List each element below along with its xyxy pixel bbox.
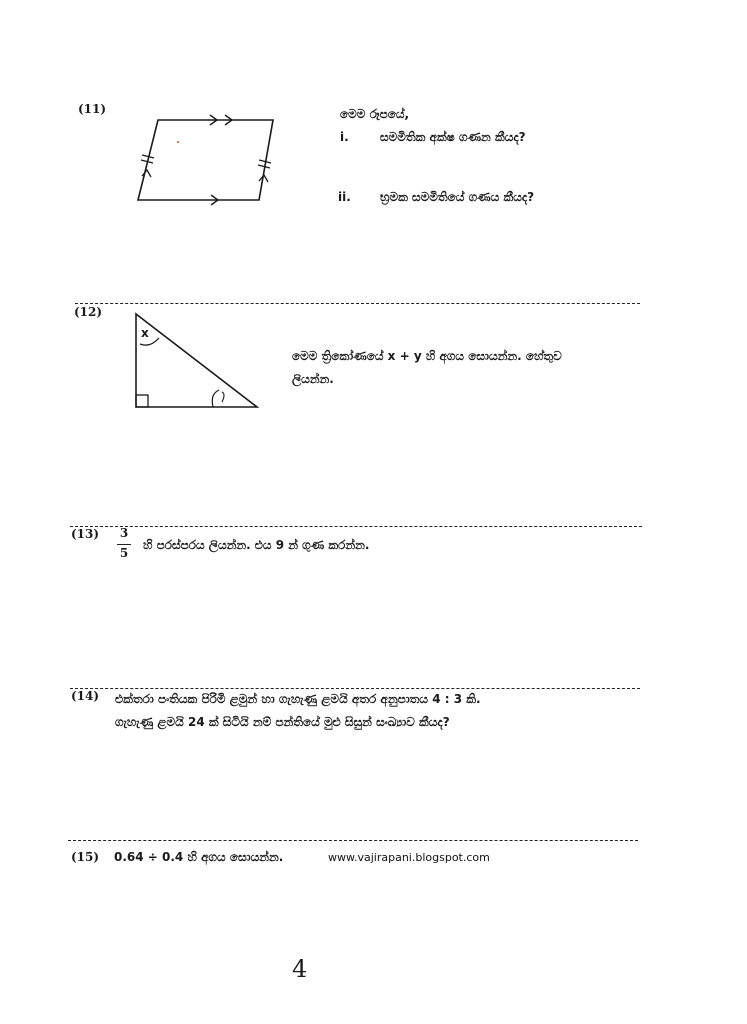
separator-line <box>75 303 640 304</box>
separator-line <box>70 526 642 527</box>
question-14-number: (14) <box>71 689 100 703</box>
question-15-text: 0.64 ÷ 0.4 හි අගය සොයන්න. <box>114 850 284 864</box>
question-11-part-ii-text: භ්‍රමක සමමිතියේ ගණය කීයද? <box>380 190 535 204</box>
question-11-part-i-text: සමමිතික අක්ෂ ගණන කීයද? <box>380 130 526 144</box>
question-11-intro: මෙම රූපයේ, <box>340 107 410 121</box>
website-watermark: www.vajirapani.blogspot.com <box>328 851 490 864</box>
fraction-denominator: 5 <box>119 546 129 560</box>
question-11-number: (11) <box>78 102 107 116</box>
page-number: 4 <box>292 955 308 983</box>
question-14-text-line-1: එක්තරා පංතියක පිරිමි ළමුන් හා ගැහැණු ළමයි අතර අනුපාතය 4 : 3 කි. <box>115 692 481 706</box>
question-15-number: (15) <box>71 850 100 864</box>
question-13-text: හි පරස්පරය ලියන්න. එය 9 න් ගුණ කරන්න. <box>143 538 370 552</box>
separator-line <box>68 840 638 841</box>
angle-x-label: x <box>141 326 149 340</box>
separator-line <box>70 688 640 689</box>
question-13-number: (13) <box>71 527 100 541</box>
question-12-number: (12) <box>74 305 103 319</box>
right-triangle-figure <box>130 308 265 413</box>
fraction-numerator: 3 <box>119 526 129 540</box>
parallelogram-figure <box>125 108 285 208</box>
question-11-part-i-label: i. <box>340 130 349 144</box>
question-14-text-line-2: ගැහැණු ළමයි 24 ක් සිටියි නම් පන්තියේ මුළු සිසුන් සංඛ්‍යාව කීයද? <box>115 715 450 729</box>
fraction-bar <box>117 544 131 545</box>
question-11-part-ii-label: ii. <box>338 190 351 204</box>
question-12-text-line-1: මෙම ත්‍රිකෝණයේ x + y හි අගය සොයන්න. හේතුව <box>292 349 562 363</box>
question-12-text-line-2: ලියන්න. <box>292 372 334 386</box>
